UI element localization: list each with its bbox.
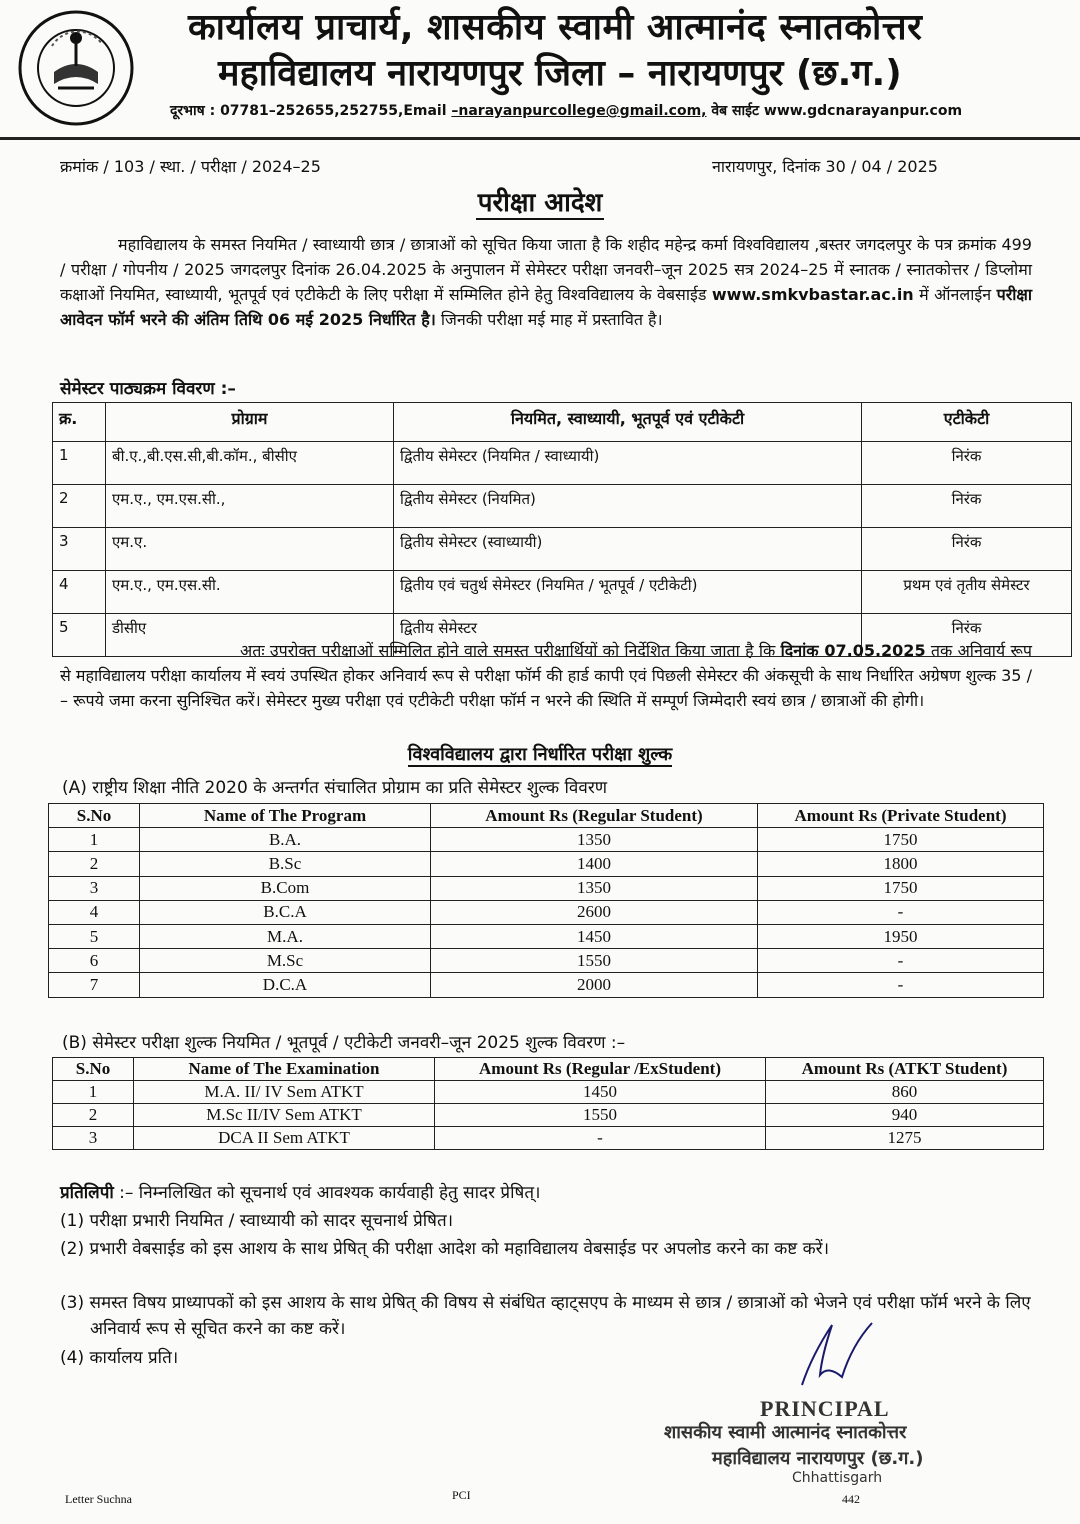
copy-heading: प्रतिलिपी (60, 1183, 114, 1203)
table-row: 2 एम.ए., एम.एस.सी., द्वितीय सेमेस्टर (नियमित) निरंक (53, 485, 1072, 528)
fee-heading: विश्वविद्यालय द्वारा निर्धारित परीक्षा शुल्क (407, 744, 673, 765)
table-row: 5 डीसीए द्वितीय सेमेस्टर निरंक (53, 614, 1072, 657)
email-label: Email (403, 103, 447, 119)
order-title: परीक्षा आदेश (477, 188, 603, 218)
university-website[interactable]: www.smkvbastar.ac.in (711, 285, 914, 304)
table-row: 1 B.A. 1350 1750 (49, 828, 1044, 852)
table-row: 7 D.C.A 2000 - (49, 973, 1044, 997)
column-header: Amount Rs (ATKT Student) (766, 1058, 1044, 1081)
table-b-label: (B) सेमेस्टर परीक्षा शुल्क नियमित / भूतपूर्व / एटीकेटी जनवरी–जून 2025 शुल्क विवरण :– (62, 1033, 626, 1053)
signature (792, 1315, 882, 1395)
footer-right: 442 (842, 1492, 860, 1506)
copy-item: (2) प्रभारी वेबसाईड को इस आशय के साथ प्रेषित् की परीक्षा आदेश को महाविद्यालय वेबसाईड पर अपलोड करने का कष्ट करें। (60, 1239, 830, 1259)
column-header: नियमित, स्वाध्यायी, भूतपूर्व एवं एटीकेटी (394, 403, 862, 442)
column-header: Amount Rs (Private Student) (758, 804, 1044, 828)
column-header: प्रोग्राम (106, 403, 394, 442)
column-header: Amount Rs (Regular /ExStudent) (435, 1058, 766, 1081)
table-row: 1 M.A. II/ IV Sem ATKT 1450 860 (53, 1081, 1044, 1104)
table-a-label: (A) राष्ट्रीय शिक्षा नीति 2020 के अन्तर्गत संचालित प्रोग्राम का प्रति सेमेस्टर शुल्क विवरण (62, 778, 608, 798)
reference-number: क्रमांक / 103 / स्था. / परीक्षा / 2024–25 (60, 157, 321, 176)
header-contact (170, 101, 1075, 120)
table-row: 4 B.C.A 2600 - (49, 900, 1044, 924)
column-header: क्र. (53, 403, 106, 442)
table-row: 5 M.A. 1450 1950 (49, 924, 1044, 948)
column-header: S.No (49, 804, 140, 828)
footer-left: Letter Suchna (65, 1492, 132, 1506)
table-row: 4 एम.ए., एम.एस.सी. द्वितीय एवं चतुर्थ सेमेस्टर (नियमित / भूतपूर्व / एटीकेटी) प्रथम एवं तृतीय सेमेस्टर (53, 571, 1072, 614)
table-row: 2 B.Sc 1400 1800 (49, 852, 1044, 876)
table-row: 1 बी.ए.,बी.एस.सी,बी.कॉम., बीसीए द्वितीय सेमेस्टर (नियमित / स्वाध्यायी) निरंक (53, 442, 1072, 485)
column-header: एटीकेटी (862, 403, 1072, 442)
reference-date: नारायणपुर, दिनांक 30 / 04 / 2025 (712, 157, 938, 176)
college-logo (14, 6, 164, 136)
website-text: वेब साईट www.gdcnarayanpur.com (711, 103, 963, 119)
column-header: S.No (53, 1058, 134, 1081)
column-header: Name of The Examination (134, 1058, 435, 1081)
copy-item: (3) समस्त विषय प्राध्यापकों को इस आशय के साथ प्रेषित् की विषय से संबंधित व्हाट्सएप के माध्यम से छात्र / छात्राओं को भेजने एवं परीक्षा फॉर्म भरने के लिए अनिवार्य रूप से सूचित करने का कष्ट करें। (60, 1293, 1031, 1339)
column-header: Amount Rs (Regular Student) (431, 804, 758, 828)
copy-item: (4) कार्यालय प्रति। (60, 1348, 179, 1368)
table-header-row (53, 1058, 1044, 1081)
header-line2: महाविद्यालय नारायणपुर जिला – नारायणपुर (छ.ग.) (218, 53, 902, 94)
syllabus-table (52, 402, 1072, 657)
instruction-paragraph: अतः उपरोक्त परीक्षाओं सम्मिलित होने वाले समस्त परीक्षार्थियों को निर्देशित किया जाता है कि दिनांक 07.05.2025 तक अनिवार्य रूप से महाविद्यालय परीक्षा कार्यालय में स्वयं उपस्थित होकर अनिवार्य रूप से परीक्षा फॉर्म की हार्ड कापी एवं पिछली सेमेस्टर की अंकसूची के साथ निर्धारित अग्रेषण शुल्क 35 / – रूपये जमा करना सुनिश्चित करें। सेमेस्टर मुख्य परीक्षा एवं एटीकेटी परीक्षा फॉर्म न भरने की स्थिति में सम्पूर्ण जिम्मेदारी स्वयं छात्र / छात्राओं की होगी। (60, 641, 1032, 710)
table-row: 3 B.Com 1350 1750 (49, 876, 1044, 900)
header-line1: कार्यालय प्राचार्य, शासकीय स्वामी आत्मानंद स्नातकोत्तर (188, 7, 923, 48)
table-row: 6 M.Sc 1550 - (49, 949, 1044, 973)
intro-paragraph: महाविद्यालय के समस्त नियमित / स्वाध्यायी छात्र / छात्राओं को सूचित किया जाता है कि शहीद महेन्द्र कर्मा विश्वविद्यालय ,बस्तर जगदलपुर के पत्र क्रमांक 499 / परीक्षा / गोपनीय / 2025 जगदलपुर दिनांक 26.04.2025 के अनुपालन में सेमेस्टर परीक्षा जनवरी–जून 2025 सत्र 2024–25 में स्नातक / स्नातकोत्तर / डिप्लोमा कक्षाओं नियमित, स्वाध्यायी, भूतपूर्व एवं एटीकेटी के लिए परीक्षा में सम्मिलित होने हेतु विश्वविद्यालय के वेबसाईड www.smkvbastar.ac.in में ऑनलाईन परीक्षा आवेदन फॉर्म भरने की अंतिम तिथि 06 मई 2025 निर्धारित है। जिनकी परीक्षा मई माह में प्रस्तावित है। (60, 235, 1033, 329)
copy-intro: प्रतिलिपी :– निम्नलिखित को सूचनार्थ एवं आवश्यक कार्यवाही हेतु सादर प्रेषित्। (60, 1183, 541, 1203)
header-divider (0, 137, 1080, 140)
table-header-row (53, 403, 1072, 442)
stamp-line2: महाविद्यालय नारायणपुर (छ.ग.) (712, 1448, 924, 1469)
phone-text: दूरभाष : 07781–252655,252755, (170, 103, 404, 119)
email-link[interactable]: –narayanpurcollege@gmail.com, (451, 103, 707, 119)
stamp-line3: Chhattisgarh (792, 1470, 883, 1486)
table-header-row (49, 804, 1044, 828)
footer-center: PCI (452, 1488, 471, 1502)
syllabus-heading: सेमेस्टर पाठ्यक्रम विवरण :– (60, 379, 236, 399)
copy-item: (1) परीक्षा प्रभारी नियमित / स्वाध्यायी को सादर सूचनार्थ प्रेषित। (60, 1211, 454, 1231)
column-header: Name of The Program (140, 804, 431, 828)
fee-table-b (52, 1057, 1044, 1150)
table-row: 3 DCA II Sem ATKT - 1275 (53, 1127, 1044, 1150)
stamp-line1: शासकीय स्वामी आत्मानंद स्नातकोत्तर (664, 1422, 907, 1443)
table-row: 3 एम.ए. द्वितीय सेमेस्टर (स्वाध्यायी) निरंक (53, 528, 1072, 571)
fee-table-a (48, 803, 1044, 998)
table-row: 2 M.Sc II/IV Sem ATKT 1550 940 (53, 1104, 1044, 1127)
stamp-title: PRINCIPAL (760, 1396, 890, 1421)
